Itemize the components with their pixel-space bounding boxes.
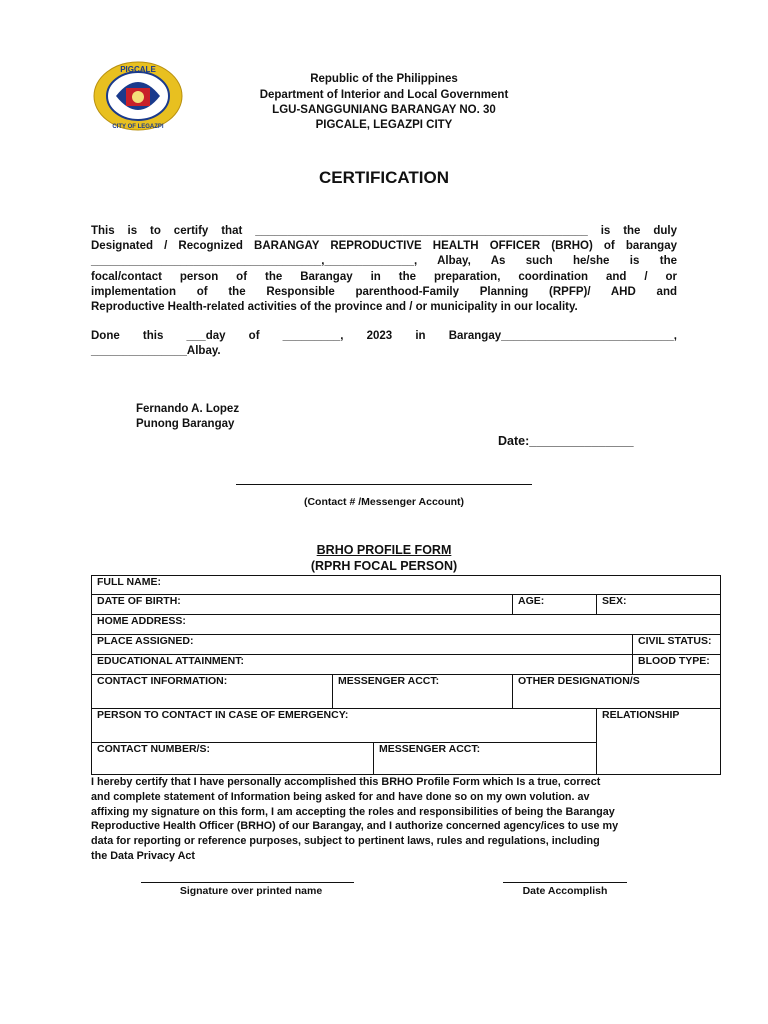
emergency-contact-field[interactable]: PERSON TO CONTACT IN CASE OF EMERGENCY: <box>92 709 597 743</box>
messenger-acct-field[interactable]: MESSENGER ACCT: <box>333 675 513 709</box>
date-accomplish-line[interactable] <box>503 882 627 883</box>
profile-form-table <box>91 575 721 775</box>
seal-bottom-text: CITY OF LEGAZPI <box>112 124 164 130</box>
date-of-birth-field[interactable]: DATE OF BIRTH: <box>92 595 513 615</box>
emergency-messenger-acct-field[interactable]: MESSENGER ACCT: <box>374 743 597 775</box>
contact-information-field[interactable]: CONTACT INFORMATION: <box>92 675 333 709</box>
header-republic: Republic of the Philippines <box>310 73 458 85</box>
contact-caption: (Contact # /Messenger Account) <box>303 496 465 508</box>
certification-paragraph <box>91 224 677 315</box>
signature-label: Signature over printed name <box>179 885 323 897</box>
header-lgu: LGU-SANGGUNIANG BARANGAY NO. 30 <box>272 104 496 116</box>
signatory-name: Fernando A. Lopez <box>136 403 240 415</box>
declaration-line: I hereby certify that I have personally accomplished this BRHO Profile Form which Is a true, correct <box>91 776 601 788</box>
full-name-field[interactable]: FULL NAME: <box>92 576 721 595</box>
header-location: PIGCALE, LEGAZPI CITY <box>315 119 453 131</box>
seal-top-text: PIGCALE <box>120 65 156 74</box>
cert-line: Reproductive Health-related activities of the province and / or municipality in our locality. <box>91 301 578 314</box>
relationship-field[interactable]: RELATIONSHIP <box>597 709 721 775</box>
date-accomplish-label: Date Accomplish <box>522 885 608 897</box>
contact-signature-line <box>236 484 532 485</box>
done-paragraph <box>91 329 677 359</box>
form-title: BRHO PROFILE FORM <box>316 543 452 557</box>
form-subtitle: (RPRH FOCAL PERSON) <box>310 559 458 573</box>
cert-line: implementation of the Responsible parenthood-Family Planning (RPFP)/ AHD and <box>91 285 677 298</box>
signatory-position: Punong Barangay <box>136 418 235 430</box>
cert-line: This is to certify that ____________________________________________________ is the duly <box>91 225 677 237</box>
declaration-line: affixing my signature on this form, I am accepting the roles and responsibilities of being the Barangay <box>91 805 615 818</box>
age-field[interactable]: AGE: <box>513 595 597 615</box>
civil-status-field[interactable]: CIVIL STATUS: <box>633 635 721 655</box>
place-assigned-field[interactable]: PLACE ASSIGNED: <box>92 635 633 655</box>
cert-line: Designated / Recognized BARANGAY REPRODUCTIVE HEALTH OFFICER (BRHO) of barangay <box>91 240 677 253</box>
header-department: Department of Interior and Local Government <box>259 89 509 101</box>
declaration-line: Reproductive Health Officer (BRHO) of our Barangay, and I authorize concerned agency/ices to use my <box>91 820 619 833</box>
home-address-field[interactable]: HOME ADDRESS: <box>92 615 721 635</box>
signature-line[interactable] <box>141 882 354 883</box>
page-title: CERTIFICATION <box>318 168 449 187</box>
sex-field[interactable]: SEX: <box>597 595 721 615</box>
contact-numbers-field[interactable]: CONTACT NUMBER/S: <box>92 743 374 775</box>
done-line: Done this ___day of _________, 2023 in Barangay___________________________, <box>91 330 677 342</box>
cert-line: ____________________________________,______________, Albay, As such he/she is the <box>91 255 677 268</box>
declaration-paragraph <box>91 775 677 864</box>
educational-attainment-field[interactable]: EDUCATIONAL ATTAINMENT: <box>92 655 633 675</box>
blood-type-field[interactable]: BLOOD TYPE: <box>633 655 721 675</box>
cert-line: focal/contact person of the Barangay in the preparation, coordination and / or <box>91 270 677 283</box>
declaration-line: and complete statement of Information being asked for and have done so on my own volution. av <box>91 790 590 803</box>
declaration-line: the Data Privacy Act <box>91 849 196 862</box>
done-line: _______________Albay. <box>91 345 221 358</box>
declaration-line: data for reporting or reference purposes, subject to pertinent laws, rules and regulations, including <box>91 835 600 848</box>
date-field: Date:_______________ <box>498 434 634 448</box>
other-designation-field[interactable]: OTHER DESIGNATION/S <box>513 675 721 709</box>
